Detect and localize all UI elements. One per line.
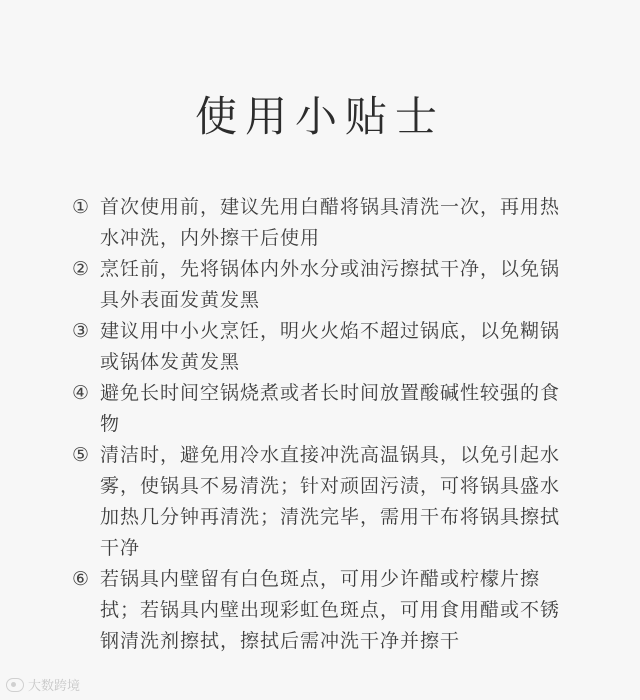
tip-text: 烹饪前，先将锅体内外水分或油污擦拭干净，以免锅具外表面发黄发黑 <box>100 258 561 311</box>
tip-item <box>72 192 572 254</box>
tip-number: ① <box>72 196 91 218</box>
tip-number: ④ <box>72 382 91 404</box>
tip-text: 若锅具内壁留有白色斑点，可用少许醋或柠檬片擦拭；若锅具内壁出现彩虹色斑点，可用食用醋或不锈钢清洗剂擦拭，擦拭后需冲洗干净并擦干 <box>100 568 561 652</box>
tip-item <box>72 564 572 657</box>
tips-list <box>72 192 572 657</box>
tip-item <box>72 254 572 316</box>
tip-text: 建议用中小火烹饪，明火火焰不超过锅底，以免糊锅或锅体发黄发黑 <box>100 320 561 373</box>
tip-number: ③ <box>72 320 91 342</box>
tip-text: 首次使用前，建议先用白醋将锅具清洗一次，再用热水冲洗，内外擦干后使用 <box>100 196 561 249</box>
tip-item <box>72 316 572 378</box>
watermark <box>6 675 80 694</box>
page-title: 使用小贴士 <box>194 92 445 141</box>
tip-text: 避免长时间空锅烧煮或者长时间放置酸碱性较强的食物 <box>100 382 561 435</box>
tip-number: ⑥ <box>72 568 91 590</box>
tip-item <box>72 440 572 564</box>
tip-number: ② <box>72 258 91 280</box>
eye-icon <box>6 678 24 692</box>
tip-item <box>72 378 572 440</box>
tip-number: ⑤ <box>72 444 91 466</box>
watermark-text: 大数跨境 <box>28 679 81 694</box>
tip-text: 清洁时，避免用冷水直接冲洗高温锅具，以免引起水雾，使锅具不易清洗；针对顽固污渍，可将锅具盛水加热几分钟再清洗；清洗完毕，需用干布将锅具擦拭干净 <box>100 444 561 559</box>
